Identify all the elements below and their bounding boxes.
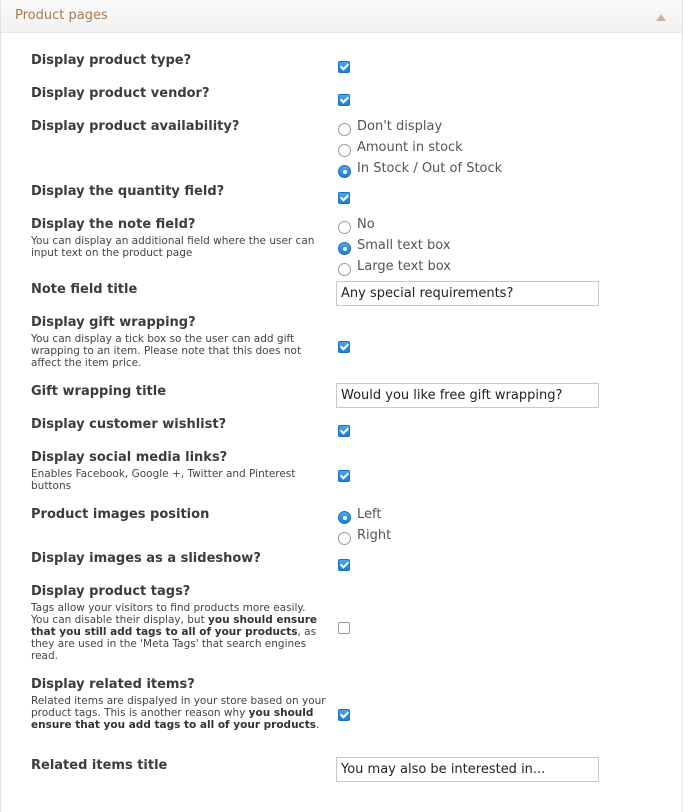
availability-option-dont-display[interactable]: Don't display <box>357 119 443 134</box>
gift-title-label: Gift wrapping title <box>31 384 167 399</box>
availability-radio-amount-in-stock[interactable] <box>338 144 351 157</box>
related-title-input[interactable] <box>336 757 599 782</box>
product-vendor-label: Display product vendor? <box>31 86 210 101</box>
note-option-no[interactable]: No <box>357 217 375 232</box>
note-radio-small-text-box[interactable] <box>338 242 351 255</box>
section-header[interactable] <box>1 0 682 33</box>
images-position-radio-right[interactable] <box>338 532 351 545</box>
gift-wrapping-label: Display gift wrapping? <box>31 315 196 330</box>
availability-option-amount-in-stock[interactable]: Amount in stock <box>357 140 463 155</box>
images-position-radio-left[interactable] <box>338 511 351 524</box>
related-items-label: Display related items? <box>31 677 195 692</box>
note-title-label: Note field title <box>31 282 138 297</box>
note-field-description: You can display an additional field where the user can input text on the product page <box>31 235 315 259</box>
product-tags-checkbox[interactable] <box>338 622 350 634</box>
quantity-checkbox[interactable] <box>338 192 350 204</box>
product-tags-description: Tags allow your visitors to find products more easily. You can disable their display, but you should ensure that you still add tags to all of your products, as they are used in the 'Meta Tags' that search engines read. <box>31 602 318 662</box>
images-position-option-left[interactable]: Left <box>357 507 382 522</box>
related-title-label: Related items title <box>31 758 168 773</box>
availability-radio-dont-display[interactable] <box>338 123 351 136</box>
related-items-description: Related items are dispalyed in your store based on your product tags. This is another reason why you should ensure that you add tags to all of your products. <box>31 695 326 731</box>
note-radio-no[interactable] <box>338 221 351 234</box>
product-tags-label: Display product tags? <box>31 584 191 599</box>
related-items-description-emphasis: you should ensure that you add tags to all of your products <box>31 707 317 731</box>
gift-wrapping-description: You can display a tick box so the user can add gift wrapping to an item. Please note that this does not affect the item price. <box>31 333 302 369</box>
social-links-checkbox[interactable] <box>338 470 350 482</box>
related-items-checkbox[interactable] <box>338 709 350 721</box>
images-position-option-right[interactable]: Right <box>357 528 392 543</box>
social-links-description: Enables Facebook, Google +, Twitter and Pinterest buttons <box>31 468 296 492</box>
note-field-label: Display the note field? <box>31 217 196 232</box>
note-radio-large-text-box[interactable] <box>338 263 351 276</box>
note-option-small-text-box[interactable]: Small text box <box>357 238 451 253</box>
note-title-input[interactable] <box>336 281 599 306</box>
wishlist-label: Display customer wishlist? <box>31 417 227 432</box>
quantity-label: Display the quantity field? <box>31 184 225 199</box>
product-vendor-checkbox[interactable] <box>338 94 350 106</box>
availability-option-in-stock-out-of-stock[interactable]: In Stock / Out of Stock <box>357 161 503 176</box>
wishlist-checkbox[interactable] <box>338 425 350 437</box>
note-option-large-text-box[interactable]: Large text box <box>357 259 451 274</box>
slideshow-label: Display images as a slideshow? <box>31 551 261 566</box>
gift-title-input[interactable] <box>336 383 599 408</box>
product-type-checkbox[interactable] <box>338 61 350 73</box>
section-title: Product pages <box>15 8 108 23</box>
gift-wrapping-checkbox[interactable] <box>338 341 350 353</box>
images-position-label: Product images position <box>31 507 210 522</box>
availability-radio-in-stock-out-of-stock[interactable] <box>338 165 351 178</box>
collapse-arrow-icon[interactable] <box>656 14 666 21</box>
availability-label: Display product availability? <box>31 119 240 134</box>
product-type-label: Display product type? <box>31 53 192 68</box>
product-tags-description-emphasis: you should ensure that you still add tags to all of your products <box>31 614 318 638</box>
social-links-label: Display social media links? <box>31 450 228 465</box>
slideshow-checkbox[interactable] <box>338 559 350 571</box>
